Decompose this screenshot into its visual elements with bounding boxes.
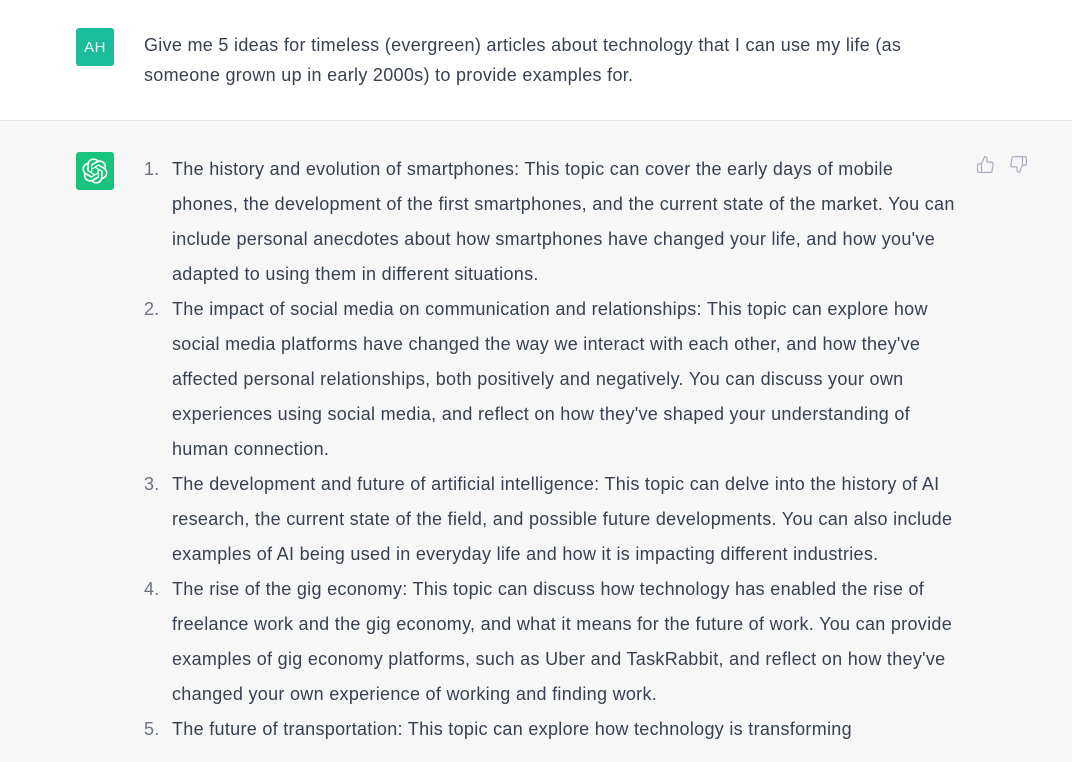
list-item-text: The development and future of artificial intelligence: This topic can delve into the history of AI research, the current state of the field, and possible future developments. You can also include examples of AI being used in everyday life and how it is impacting different industries. [172, 474, 953, 564]
user-avatar: AH [76, 28, 114, 66]
list-item-text: The impact of social media on communication and relationships: This topic can explore how social media platforms have changed the way we interact with each other, and how they've affected personal relationships, both positively and negatively. You can discuss your own experiences using social media, and reflect on how they've shaped your understanding of human connection. [172, 299, 928, 459]
openai-logo-icon [82, 158, 108, 184]
ideas-list [144, 152, 960, 747]
list-marker: 2. [144, 299, 160, 319]
list-item [144, 572, 960, 712]
list-item [144, 712, 960, 747]
thumbs-down-icon [1009, 155, 1028, 174]
user-message-text: Give me 5 ideas for timeless (evergreen) articles about technology that I can use my life (as someone grown up in early 2000s) to provide examples for. [144, 35, 902, 85]
list-marker: 4. [144, 579, 160, 599]
user-message [0, 0, 1072, 121]
thumbs-down-button[interactable] [1009, 155, 1028, 174]
thumbs-up-button[interactable] [976, 155, 995, 174]
user-message-actions [976, 28, 1032, 31]
message-actions [976, 152, 1032, 174]
list-item-text: The history and evolution of smartphones: This topic can cover the early days of mobile phones, the development of the first smartphones, and the current state of the market. You can include personal anecdotes about how smartphones have changed your life, and how you've adapted to using them in different situations. [172, 159, 955, 284]
list-item [144, 467, 960, 572]
list-item-text: The future of transportation: This topic can explore how technology is transforming [172, 719, 852, 739]
list-marker: 5. [144, 719, 160, 739]
list-item [144, 292, 960, 467]
list-marker: 3. [144, 474, 160, 494]
list-item-text: The rise of the gig economy: This topic can discuss how technology has enabled the rise of freelance work and the gig economy, and what it means for the future of work. You can provide examples of gig economy platforms, such as Uber and TaskRabbit, and reflect on how they've changed your own experience of working and finding work. [172, 579, 953, 704]
thumbs-up-icon [976, 155, 995, 174]
assistant-message [0, 121, 1072, 762]
assistant-avatar [76, 152, 114, 190]
list-marker: 1. [144, 159, 160, 179]
list-item [144, 152, 960, 292]
